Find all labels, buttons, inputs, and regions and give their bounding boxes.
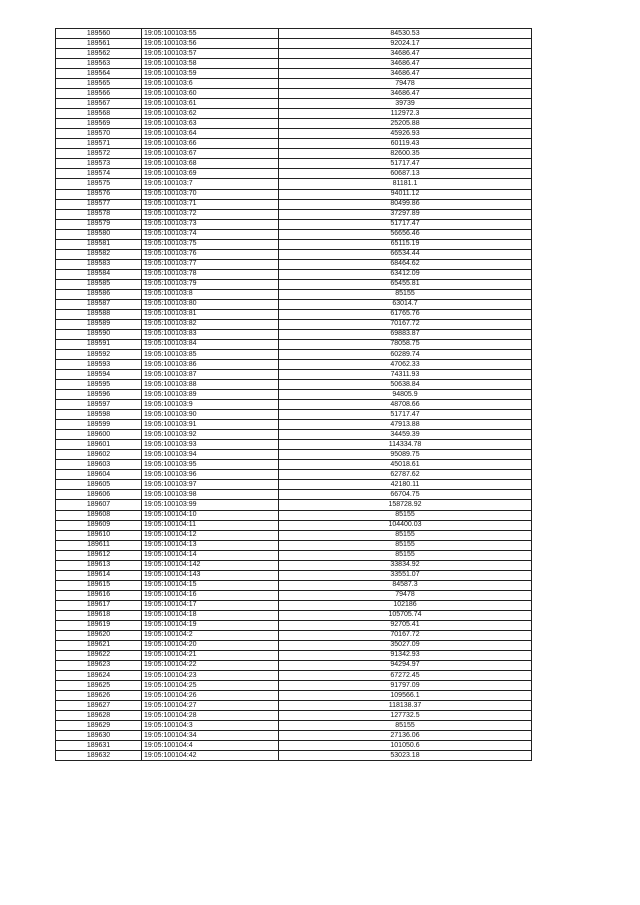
cadastral-number-cell: 19:05:100103:92: [142, 430, 279, 440]
amount-cell: 68464.62: [279, 259, 532, 269]
cadastral-number-cell: 19:05:100103:94: [142, 450, 279, 460]
table-row: [56, 289, 532, 299]
row-id-cell: 189583: [56, 259, 142, 269]
amount-cell: 47062.33: [279, 360, 532, 370]
row-id-cell: 189589: [56, 319, 142, 329]
row-id-cell: 189595: [56, 380, 142, 390]
cadastral-number-cell: 19:05:100104:17: [142, 600, 279, 610]
amount-cell: 92705.41: [279, 620, 532, 630]
cadastral-number-cell: 19:05:100103:70: [142, 189, 279, 199]
amount-cell: 67272.45: [279, 671, 532, 681]
table-body: [56, 29, 532, 761]
row-id-cell: 189580: [56, 229, 142, 239]
table-row: [56, 650, 532, 660]
row-id-cell: 189614: [56, 570, 142, 580]
cadastral-number-cell: 19:05:100103:88: [142, 380, 279, 390]
amount-cell: 104400.03: [279, 520, 532, 530]
table-row: [56, 209, 532, 219]
cadastral-number-cell: 19:05:100103:55: [142, 29, 279, 39]
cadastral-number-cell: 19:05:100103:74: [142, 229, 279, 239]
row-id-cell: 189569: [56, 119, 142, 129]
table-row: [56, 440, 532, 450]
table-row: [56, 29, 532, 39]
cadastral-number-cell: 19:05:100103:89: [142, 390, 279, 400]
amount-cell: 95089.75: [279, 450, 532, 460]
cadastral-number-cell: 19:05:100104:4: [142, 741, 279, 751]
table-row: [56, 540, 532, 550]
table-row: [56, 89, 532, 99]
amount-cell: 82600.35: [279, 149, 532, 159]
table-row: [56, 590, 532, 600]
table-row: [56, 741, 532, 751]
amount-cell: 94805.9: [279, 390, 532, 400]
amount-cell: 127732.5: [279, 711, 532, 721]
row-id-cell: 189620: [56, 630, 142, 640]
amount-cell: 34686.47: [279, 69, 532, 79]
cadastral-number-cell: 19:05:100103:61: [142, 99, 279, 109]
table-row: [56, 430, 532, 440]
row-id-cell: 189604: [56, 470, 142, 480]
cadastral-number-cell: 19:05:100104:143: [142, 570, 279, 580]
amount-cell: 45926.93: [279, 129, 532, 139]
cadastral-number-cell: 19:05:100104:26: [142, 691, 279, 701]
row-id-cell: 189567: [56, 99, 142, 109]
amount-cell: 61765.76: [279, 309, 532, 319]
amount-cell: 25205.88: [279, 119, 532, 129]
cadastral-number-cell: 19:05:100103:71: [142, 199, 279, 209]
table-row: [56, 640, 532, 650]
table-row: [56, 119, 532, 129]
table-row: [56, 681, 532, 691]
cadastral-number-cell: 19:05:100104:142: [142, 560, 279, 570]
cadastral-number-cell: 19:05:100103:99: [142, 500, 279, 510]
amount-cell: 101050.6: [279, 741, 532, 751]
table-row: [56, 610, 532, 620]
row-id-cell: 189561: [56, 39, 142, 49]
cadastral-number-cell: 19:05:100104:20: [142, 640, 279, 650]
row-id-cell: 189621: [56, 640, 142, 650]
row-id-cell: 189611: [56, 540, 142, 550]
cadastral-number-cell: 19:05:100103:9: [142, 400, 279, 410]
row-id-cell: 189588: [56, 309, 142, 319]
table-row: [56, 560, 532, 570]
table-row: [56, 550, 532, 560]
cadastral-number-cell: 19:05:100104:3: [142, 721, 279, 731]
row-id-cell: 189610: [56, 530, 142, 540]
row-id-cell: 189568: [56, 109, 142, 119]
row-id-cell: 189607: [56, 500, 142, 510]
table-row: [56, 129, 532, 139]
row-id-cell: 189572: [56, 149, 142, 159]
cadastral-number-cell: 19:05:100103:8: [142, 289, 279, 299]
cadastral-number-cell: 19:05:100104:25: [142, 681, 279, 691]
amount-cell: 60289.74: [279, 350, 532, 360]
table-row: [56, 219, 532, 229]
table-row: [56, 159, 532, 169]
cadastral-number-cell: 19:05:100103:7: [142, 179, 279, 189]
table-row: [56, 380, 532, 390]
row-id-cell: 189573: [56, 159, 142, 169]
row-id-cell: 189618: [56, 610, 142, 620]
cadastral-number-cell: 19:05:100103:78: [142, 269, 279, 279]
amount-cell: 84530.53: [279, 29, 532, 39]
cadastral-number-cell: 19:05:100104:11: [142, 520, 279, 530]
table-row: [56, 59, 532, 69]
row-id-cell: 189603: [56, 460, 142, 470]
cadastral-number-cell: 19:05:100103:58: [142, 59, 279, 69]
row-id-cell: 189585: [56, 279, 142, 289]
table-row: [56, 109, 532, 119]
amount-cell: 66534.44: [279, 249, 532, 259]
amount-cell: 51717.47: [279, 219, 532, 229]
table-row: [56, 580, 532, 590]
cadastral-number-cell: 19:05:100103:64: [142, 129, 279, 139]
amount-cell: 118138.37: [279, 701, 532, 711]
amount-cell: 60687.13: [279, 169, 532, 179]
cadastral-number-cell: 19:05:100103:79: [142, 279, 279, 289]
amount-cell: 33551.07: [279, 570, 532, 580]
row-id-cell: 189563: [56, 59, 142, 69]
row-id-cell: 189632: [56, 751, 142, 761]
cadastral-number-cell: 19:05:100103:63: [142, 119, 279, 129]
table-row: [56, 229, 532, 239]
amount-cell: 74311.93: [279, 370, 532, 380]
table-row: [56, 329, 532, 339]
cadastral-number-cell: 19:05:100103:84: [142, 339, 279, 349]
table-row: [56, 360, 532, 370]
cadastral-number-cell: 19:05:100104:18: [142, 610, 279, 620]
table-row: [56, 309, 532, 319]
cadastral-number-cell: 19:05:100104:14: [142, 550, 279, 560]
table-row: [56, 370, 532, 380]
cadastral-number-cell: 19:05:100103:77: [142, 259, 279, 269]
row-id-cell: 189616: [56, 590, 142, 600]
table-row: [56, 570, 532, 580]
table-row: [56, 460, 532, 470]
row-id-cell: 189608: [56, 510, 142, 520]
amount-cell: 47913.88: [279, 420, 532, 430]
cadastral-number-cell: 19:05:100103:67: [142, 149, 279, 159]
cadastral-number-cell: 19:05:100103:69: [142, 169, 279, 179]
table-row: [56, 711, 532, 721]
data-table: [55, 28, 532, 761]
row-id-cell: 189591: [56, 339, 142, 349]
amount-cell: 79478: [279, 79, 532, 89]
row-id-cell: 189566: [56, 89, 142, 99]
cadastral-number-cell: 19:05:100103:6: [142, 79, 279, 89]
row-id-cell: 189560: [56, 29, 142, 39]
amount-cell: 60119.43: [279, 139, 532, 149]
cadastral-number-cell: 19:05:100103:91: [142, 420, 279, 430]
amount-cell: 65115.19: [279, 239, 532, 249]
table-row: [56, 199, 532, 209]
row-id-cell: 189617: [56, 600, 142, 610]
amount-cell: 94294.97: [279, 660, 532, 670]
cadastral-number-cell: 19:05:100103:62: [142, 109, 279, 119]
amount-cell: 114334.78: [279, 440, 532, 450]
table-row: [56, 279, 532, 289]
cadastral-number-cell: 19:05:100103:57: [142, 49, 279, 59]
amount-cell: 63412.09: [279, 269, 532, 279]
table-row: [56, 319, 532, 329]
row-id-cell: 189586: [56, 289, 142, 299]
cadastral-number-cell: 19:05:100103:75: [142, 239, 279, 249]
row-id-cell: 189623: [56, 660, 142, 670]
amount-cell: 70167.72: [279, 319, 532, 329]
amount-cell: 85155: [279, 510, 532, 520]
row-id-cell: 189600: [56, 430, 142, 440]
cadastral-number-cell: 19:05:100104:12: [142, 530, 279, 540]
amount-cell: 102186: [279, 600, 532, 610]
amount-cell: 70167.72: [279, 630, 532, 640]
table-row: [56, 660, 532, 670]
table-row: [56, 149, 532, 159]
cadastral-number-cell: 19:05:100103:98: [142, 490, 279, 500]
table-row: [56, 620, 532, 630]
cadastral-number-cell: 19:05:100104:34: [142, 731, 279, 741]
table-row: [56, 339, 532, 349]
cadastral-number-cell: 19:05:100103:59: [142, 69, 279, 79]
row-id-cell: 189592: [56, 350, 142, 360]
row-id-cell: 189579: [56, 219, 142, 229]
cadastral-number-cell: 19:05:100103:76: [142, 249, 279, 259]
amount-cell: 94011.12: [279, 189, 532, 199]
amount-cell: 92024.17: [279, 39, 532, 49]
amount-cell: 85155: [279, 530, 532, 540]
amount-cell: 85155: [279, 289, 532, 299]
cadastral-number-cell: 19:05:100103:90: [142, 410, 279, 420]
amount-cell: 91342.93: [279, 650, 532, 660]
row-id-cell: 189587: [56, 299, 142, 309]
amount-cell: 56656.46: [279, 229, 532, 239]
amount-cell: 34686.47: [279, 49, 532, 59]
table-row: [56, 490, 532, 500]
table-row: [56, 49, 532, 59]
amount-cell: 85155: [279, 540, 532, 550]
amount-cell: 48708.66: [279, 400, 532, 410]
table-row: [56, 99, 532, 109]
cadastral-number-cell: 19:05:100103:97: [142, 480, 279, 490]
row-id-cell: 189627: [56, 701, 142, 711]
amount-cell: 109566.1: [279, 691, 532, 701]
row-id-cell: 189584: [56, 269, 142, 279]
cadastral-number-cell: 19:05:100103:60: [142, 89, 279, 99]
table-row: [56, 480, 532, 490]
table-row: [56, 751, 532, 761]
amount-cell: 33834.92: [279, 560, 532, 570]
row-id-cell: 189596: [56, 390, 142, 400]
row-id-cell: 189570: [56, 129, 142, 139]
row-id-cell: 189599: [56, 420, 142, 430]
cadastral-number-cell: 19:05:100103:72: [142, 209, 279, 219]
row-id-cell: 189612: [56, 550, 142, 560]
amount-cell: 37297.89: [279, 209, 532, 219]
row-id-cell: 189574: [56, 169, 142, 179]
amount-cell: 80499.86: [279, 199, 532, 209]
table-row: [56, 390, 532, 400]
table-row: [56, 630, 532, 640]
table-row: [56, 139, 532, 149]
table-row: [56, 400, 532, 410]
amount-cell: 84587.3: [279, 580, 532, 590]
row-id-cell: 189594: [56, 370, 142, 380]
amount-cell: 42180.11: [279, 480, 532, 490]
cadastral-number-cell: 19:05:100104:22: [142, 660, 279, 670]
row-id-cell: 189571: [56, 139, 142, 149]
table-row: [56, 721, 532, 731]
amount-cell: 50638.84: [279, 380, 532, 390]
amount-cell: 51717.47: [279, 410, 532, 420]
cadastral-number-cell: 19:05:100104:13: [142, 540, 279, 550]
row-id-cell: 189631: [56, 741, 142, 751]
row-id-cell: 189606: [56, 490, 142, 500]
row-id-cell: 189598: [56, 410, 142, 420]
cadastral-number-cell: 19:05:100104:27: [142, 701, 279, 711]
table-row: [56, 79, 532, 89]
cadastral-number-cell: 19:05:100103:82: [142, 319, 279, 329]
table-row: [56, 420, 532, 430]
amount-cell: 35027.09: [279, 640, 532, 650]
table-row: [56, 39, 532, 49]
cadastral-number-cell: 19:05:100104:2: [142, 630, 279, 640]
row-id-cell: 189577: [56, 199, 142, 209]
cadastral-number-cell: 19:05:100103:68: [142, 159, 279, 169]
cadastral-number-cell: 19:05:100103:95: [142, 460, 279, 470]
table-row: [56, 510, 532, 520]
table-row: [56, 691, 532, 701]
cadastral-number-cell: 19:05:100104:16: [142, 590, 279, 600]
row-id-cell: 189597: [56, 400, 142, 410]
cadastral-number-cell: 19:05:100104:23: [142, 671, 279, 681]
amount-cell: 85155: [279, 550, 532, 560]
table-row: [56, 520, 532, 530]
amount-cell: 53023.18: [279, 751, 532, 761]
cadastral-number-cell: 19:05:100104:10: [142, 510, 279, 520]
table-row: [56, 500, 532, 510]
amount-cell: 62787.62: [279, 470, 532, 480]
cadastral-number-cell: 19:05:100103:87: [142, 370, 279, 380]
row-id-cell: 189625: [56, 681, 142, 691]
table-row: [56, 189, 532, 199]
amount-cell: 34686.47: [279, 89, 532, 99]
amount-cell: 27136.06: [279, 731, 532, 741]
row-id-cell: 189619: [56, 620, 142, 630]
table-row: [56, 671, 532, 681]
row-id-cell: 189582: [56, 249, 142, 259]
row-id-cell: 189581: [56, 239, 142, 249]
row-id-cell: 189593: [56, 360, 142, 370]
cadastral-number-cell: 19:05:100103:96: [142, 470, 279, 480]
row-id-cell: 189564: [56, 69, 142, 79]
cadastral-number-cell: 19:05:100103:80: [142, 299, 279, 309]
row-id-cell: 189605: [56, 480, 142, 490]
cadastral-number-cell: 19:05:100103:83: [142, 329, 279, 339]
row-id-cell: 189565: [56, 79, 142, 89]
cadastral-number-cell: 19:05:100103:56: [142, 39, 279, 49]
cadastral-number-cell: 19:05:100103:81: [142, 309, 279, 319]
cadastral-number-cell: 19:05:100103:86: [142, 360, 279, 370]
amount-cell: 158728.92: [279, 500, 532, 510]
table-row: [56, 269, 532, 279]
amount-cell: 91797.09: [279, 681, 532, 691]
row-id-cell: 189622: [56, 650, 142, 660]
table-row: [56, 530, 532, 540]
row-id-cell: 189626: [56, 691, 142, 701]
row-id-cell: 189576: [56, 189, 142, 199]
amount-cell: 85155: [279, 721, 532, 731]
row-id-cell: 189578: [56, 209, 142, 219]
amount-cell: 81181.1: [279, 179, 532, 189]
amount-cell: 65455.81: [279, 279, 532, 289]
row-id-cell: 189628: [56, 711, 142, 721]
amount-cell: 34459.39: [279, 430, 532, 440]
amount-cell: 105705.74: [279, 610, 532, 620]
cadastral-number-cell: 19:05:100103:66: [142, 139, 279, 149]
table-row: [56, 239, 532, 249]
cadastral-number-cell: 19:05:100104:15: [142, 580, 279, 590]
row-id-cell: 189613: [56, 560, 142, 570]
row-id-cell: 189624: [56, 671, 142, 681]
table-row: [56, 410, 532, 420]
table-row: [56, 249, 532, 259]
row-id-cell: 189602: [56, 450, 142, 460]
cadastral-number-cell: 19:05:100103:73: [142, 219, 279, 229]
table-row: [56, 731, 532, 741]
amount-cell: 34686.47: [279, 59, 532, 69]
row-id-cell: 189562: [56, 49, 142, 59]
row-id-cell: 189575: [56, 179, 142, 189]
amount-cell: 51717.47: [279, 159, 532, 169]
cadastral-number-cell: 19:05:100103:93: [142, 440, 279, 450]
amount-cell: 66704.75: [279, 490, 532, 500]
row-id-cell: 189601: [56, 440, 142, 450]
table-row: [56, 600, 532, 610]
amount-cell: 112972.3: [279, 109, 532, 119]
amount-cell: 78058.75: [279, 339, 532, 349]
amount-cell: 79478: [279, 590, 532, 600]
table-row: [56, 350, 532, 360]
cadastral-number-cell: 19:05:100103:85: [142, 350, 279, 360]
cadastral-number-cell: 19:05:100104:19: [142, 620, 279, 630]
cadastral-number-cell: 19:05:100104:28: [142, 711, 279, 721]
table-row: [56, 169, 532, 179]
row-id-cell: 189615: [56, 580, 142, 590]
table-row: [56, 259, 532, 269]
row-id-cell: 189630: [56, 731, 142, 741]
amount-cell: 63014.7: [279, 299, 532, 309]
table-row: [56, 69, 532, 79]
row-id-cell: 189629: [56, 721, 142, 731]
row-id-cell: 189609: [56, 520, 142, 530]
amount-cell: 69883.87: [279, 329, 532, 339]
table-row: [56, 179, 532, 189]
table-row: [56, 470, 532, 480]
amount-cell: 45018.61: [279, 460, 532, 470]
row-id-cell: 189590: [56, 329, 142, 339]
table-row: [56, 701, 532, 711]
amount-cell: 39739: [279, 99, 532, 109]
cadastral-number-cell: 19:05:100104:42: [142, 751, 279, 761]
table-row: [56, 450, 532, 460]
cadastral-number-cell: 19:05:100104:21: [142, 650, 279, 660]
table-row: [56, 299, 532, 309]
